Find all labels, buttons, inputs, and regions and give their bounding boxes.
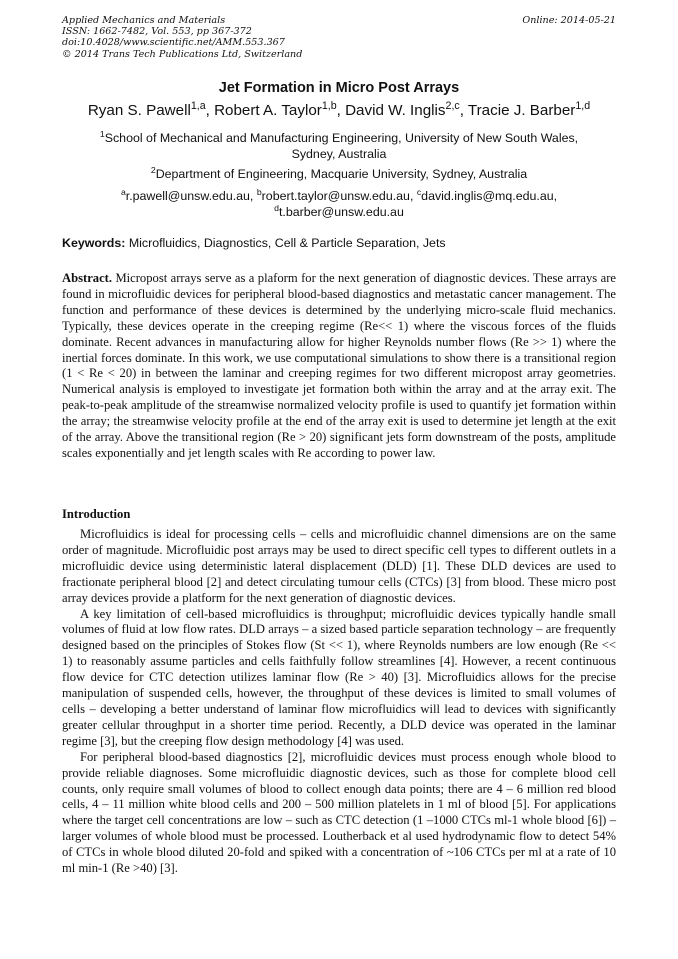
author-name: David W. Inglis	[345, 102, 446, 119]
introduction-body	[62, 527, 616, 877]
author-sup: 1,a	[190, 99, 206, 112]
paragraph: Microfluidics is ideal for processing cells – cells and microfluidic channel dimensions are on the same order of magnitude. Microfluidic post arrays may be used to direct specific cell types to different outlets in a microfluidic device using deterministic lateral displacement (DLD) [1]. These DLD devices are used to fractionate peripheral blood [2] and detect circulating tumour cells (CTCs) [3] from blood. These micro post array devices provide a platform for the next generation of diagnostic devices.	[62, 527, 616, 605]
abstract-label: Abstract.	[62, 271, 113, 285]
author-list: Ryan S. Pawell$^{1,a}$, Robert A. Taylor$^{1,b}$, David W. Inglis$^{2,c}$, Tracie J. Barber$^{1,d}$	[87, 99, 591, 119]
email-address[interactable]: david.inglis@mq.edu.au,	[421, 189, 558, 203]
author-sup: 1,d	[575, 99, 591, 112]
email-sup: b	[256, 186, 262, 197]
affiliation-text: Department of Engineering, Macquarie University, Sydney, Australia	[155, 167, 528, 181]
author-sup: 1,b	[321, 99, 337, 112]
copyright-line: © 2014 Trans Tech Publications Ltd, Switzerland	[62, 48, 303, 60]
email-address[interactable]: robert.taylor@unsw.edu.au,	[261, 189, 414, 203]
journal-name: Applied Mechanics and Materials	[62, 15, 226, 26]
email-sup: c	[416, 186, 422, 197]
affiliation-sup: 1	[99, 128, 105, 139]
section-heading: Introduction	[62, 507, 131, 521]
affiliation-sup: 2	[150, 164, 156, 175]
abstract-text: Micropost arrays serve as a plaform for the next generation of diagnostic devices. These arrays are found in microfluidic devices for peripheral blood-based diagnostics and metastatic cancer management. The function and performance of these devices is determined by the underlying micro-scale fluid mechanics. Typically, these devices operate in the creeping regime (Re<< 1) where the viscous forces of the fluids dominate. Recent advances in manufacturing allow for higher Reynolds number flows (Re >> 1) where the inertial forces dominate. In this work, we use computational simulations to show there is a transitional region (1 < Re < 20) in between the laminar and creeping regimes for two different micropost array geometries. Numerical analysis is employed to investigate jet formation both within the array and at the array exit. The peak-to-peak amplitude of the streamwise normalized velocity profile is used to quantify jet formation within the array; the streamwise velocity profile at the end of the array exit is used to determine jet length at the exit of the array. Above the transitional region (Re > 20) significant jets form downstream of the posts, amplitude scales exponentially and jet length scales with Re according to power law.	[62, 271, 616, 460]
email-sup: d	[274, 202, 279, 213]
author-sup: 2,c	[445, 99, 460, 112]
keywords-label: Keywords:	[62, 236, 126, 250]
author-emails	[80, 188, 598, 220]
issn-line: ISSN: 1662-7482, Vol. 553, pp 367-372	[62, 26, 252, 38]
email-sup: a	[120, 186, 126, 197]
online-date: Online: 2014-05-21	[522, 15, 616, 26]
author-name: Robert A. Taylor	[214, 102, 322, 119]
doi-line: doi:10.4028/www.scientific.net/AMM.553.367	[62, 37, 285, 49]
affiliation-2	[80, 166, 598, 182]
paragraph: A key limitation of cell-based microfluidics is throughput; microfluidic devices typically handle small volumes of fluid at low flow rates. DLD arrays – a sized based particle separation technology – are frequently designed based on the principles of Stokes flow (St << 1), where Reynolds numbers are low enough (Re << 1) to reasonably assume particles and cells faithfully follow streamlines [4]. However, a recent continuous flow device for CTC detection utilizes laminar flow (Re > 40) [3]. Microfluidics allows for the precise manipulation of suspended cells, however, the throughput of these devices is limited to small volumes of cells – developing a better understand of laminar flow microfluidics will lead to devices with significantly greater cellular throughput in a shorter time period. Recently, a DLD device was operated in the laminar regime [3], but the creeping flow design methodology [4] was used.	[62, 606, 616, 748]
keywords-text: Microfluidics, Diagnostics, Cell & Particle Separation, Jets	[128, 236, 446, 250]
abstract	[62, 271, 616, 462]
journal-header	[62, 15, 616, 60]
email-address[interactable]: r.pawell@unsw.edu.au,	[125, 189, 254, 203]
paper-title: Jet Formation in Micro Post Arrays	[218, 80, 460, 96]
author-name: Tracie J. Barber	[467, 102, 576, 119]
paragraph: For peripheral blood-based diagnostics [2], microfluidic devices must process enough whole blood to provide reliable diagnoses. Some microfluidic diagnostic devices, such as those for complete blood cell counts, only require small volumes of blood to collect enough data points; there are 4 – 6 million red blood cells, 4 – 11 million white blood cells and 200 – 500 million platelets in 1 ml of blood [5]. For applications where the target cell concentrations are low – such as CTC detection (1 –1000 CTCs ml-1 whole blood [6]) – larger volumes of whole blood must be processed. Loutherback et al used hydrodynamic flow to detect 54% of CTCs in whole blood diluted 20-fold and spiked with a concentration of ~106 CTCs per ml at a rate of 10 ml min-1 (Re >40) [3].	[62, 749, 616, 876]
author-name: Ryan S. Pawell	[87, 102, 191, 119]
affiliation-1	[80, 130, 598, 162]
keywords-line	[62, 236, 616, 250]
email-address[interactable]: t.barber@unsw.edu.au	[278, 205, 404, 219]
affiliation-text: School of Mechanical and Manufacturing Engineering, University of New South Wales, Sydney, Australia	[104, 131, 579, 161]
